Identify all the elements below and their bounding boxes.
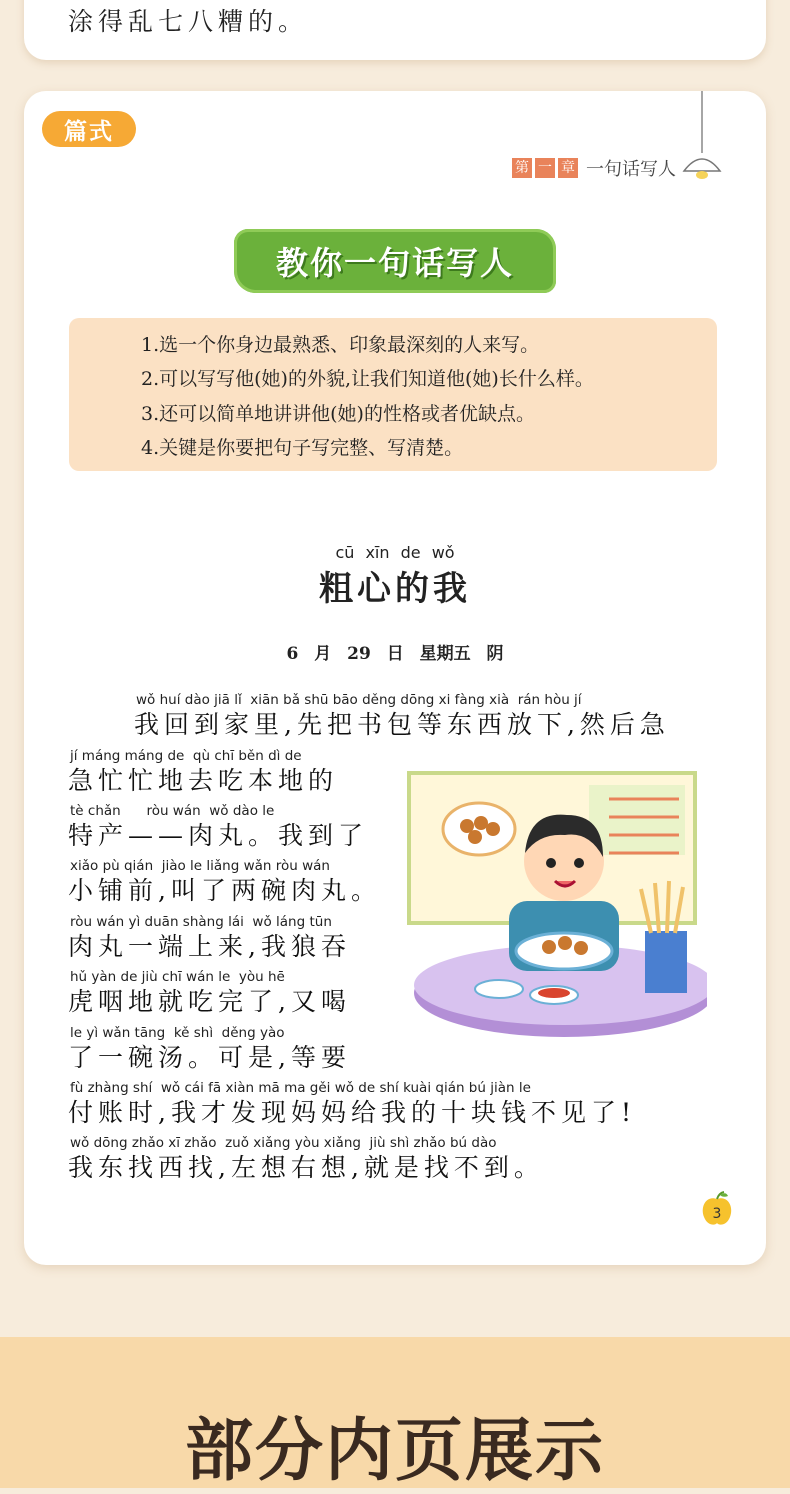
tip-2: 2.可以写写他(她)的外貌,让我们知道他(她)长什么样。 (141, 368, 594, 390)
chapter-label: 一句话写人 (586, 159, 676, 180)
pinyin-line-6: hǔ yàn de jiù chī wán le yòu hē (70, 969, 285, 985)
chapter-box-3: 章 (558, 158, 578, 178)
pinyin-line-1: wǒ huí dào jiā lǐ xiān bǎ shū bāo děng dōng xi fàng xià rán hòu jí (136, 692, 582, 708)
page-number: 3 (712, 1206, 722, 1222)
text-line-4: 小铺前,叫了两碗肉丸。 (68, 876, 381, 905)
chapter-box-2: 一 (535, 158, 555, 178)
pinyin-line-3: tè chǎn ròu wán wǒ dào le (70, 803, 275, 819)
pinyin-line-8: fù zhàng shí wǒ cái fā xiàn mā ma gěi wǒ de shí kuài qián bú jiàn le (70, 1080, 531, 1096)
section-badge: 篇式 (42, 111, 136, 147)
tips-box (69, 318, 717, 471)
page-number-apple-icon (700, 1191, 734, 1227)
tip-4: 4.关键是你要把句子写完整、写清楚。 (141, 437, 464, 459)
lamp-icon (676, 91, 736, 186)
tip-3: 3.还可以简单地讲讲他(她)的性格或者优缺点。 (141, 403, 535, 425)
text-line-8: 付账时,我才发现妈妈给我的十块钱不见了! (68, 1098, 636, 1127)
lesson-title-banner (234, 229, 556, 293)
pinyin-line-2: jí máng máng de qù chī běn dì de (70, 748, 302, 764)
text-line-2: 急忙忙地去吃本地的 (68, 766, 339, 795)
lesson-title: 教你一句话写人 (275, 244, 514, 282)
pinyin-line-9: wǒ dōng zhǎo xī zhǎo zuǒ xiǎng yòu xiǎng jiù shì zhǎo bú dào (70, 1135, 497, 1151)
text-line-6: 虎咽地就吃完了,又喝 (68, 987, 351, 1016)
story-title: 粗心的我 (319, 569, 471, 609)
text-line-5: 肉丸一端上来,我狼吞 (68, 932, 351, 961)
pinyin-line-4: xiǎo pù qián jiào le liǎng wǎn ròu wán (70, 858, 330, 874)
text-line-9: 我东找西找,左想右想,就是找不到。 (68, 1153, 544, 1182)
previous-page-card (24, 0, 766, 60)
tip-1: 1.选一个你身边最熟悉、印象最深刻的人来写。 (141, 334, 540, 356)
boy-eating-illustration (389, 771, 707, 1051)
text-line-3: 特产——肉丸。我到了 (68, 821, 369, 850)
pinyin-line-7: le yì wǎn tāng kě shì děng yào (70, 1025, 285, 1041)
pinyin-line-5: ròu wán yì duān shàng lái wǒ láng tūn (70, 914, 332, 930)
previous-page-text: 涂得乱七八糟的。 (68, 7, 309, 36)
story-date: 6 月 29 日 星期五 阴 (286, 644, 504, 664)
book-page-card (24, 91, 766, 1265)
text-line-7: 了一碗汤。可是,等要 (68, 1043, 351, 1072)
chapter-header (512, 155, 676, 181)
chapter-box-1: 第 (512, 158, 532, 178)
story-title-pinyin: cū xīn de wǒ (335, 543, 455, 562)
bottom-banner-title: 部分内页展示 (184, 1412, 605, 1491)
bottom-banner (0, 1337, 790, 1491)
text-line-1: 我回到家里,先把书包等东西放下,然后急 (134, 710, 670, 739)
